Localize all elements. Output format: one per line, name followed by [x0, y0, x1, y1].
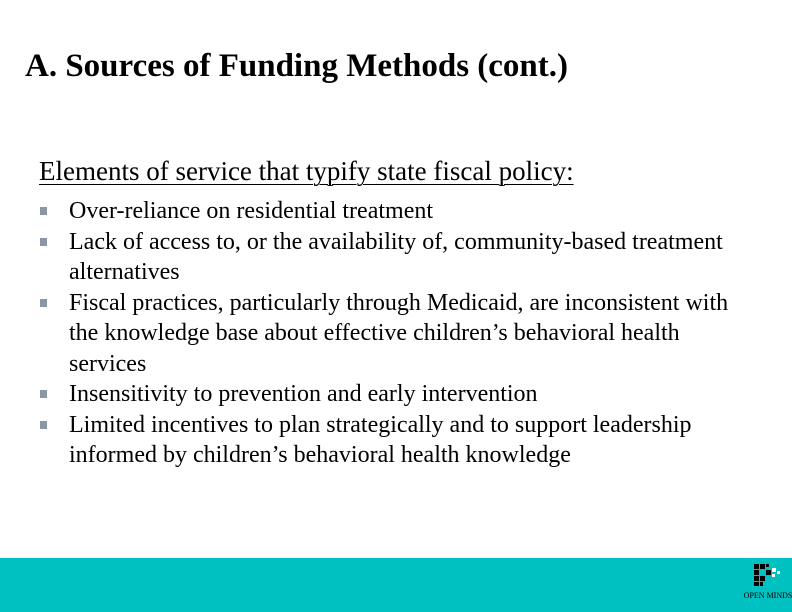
bullet-text: Lack of access to, or the availability of, community-based treatment alternatives: [69, 228, 723, 285]
slide-title: A. Sources of Funding Methods (cont.): [25, 48, 569, 84]
bullet-text: Limited incentives to plan strategically and to support leadership informed by children’s behavioral health knowledge: [69, 411, 692, 468]
bullet-item-fiscal-practices: [40, 288, 760, 380]
bullet-item-access: [40, 227, 760, 288]
svg-text:OPEN MINDS: OPEN MINDS: [743, 591, 792, 600]
subheading: Elements of service that typify state fiscal policy:: [39, 156, 574, 186]
square-bullet-icon: [40, 238, 47, 246]
footer-band: [0, 558, 792, 612]
open-minds-logo: [743, 562, 792, 610]
square-bullet-icon: [40, 207, 47, 215]
bullet-item-prevention: [40, 379, 760, 410]
bullet-text: Over-reliance on residential treatment: [69, 198, 434, 224]
open-minds-logo-icon: [743, 562, 792, 610]
square-bullet-icon: [40, 299, 47, 307]
bullet-item-incentives: [40, 410, 760, 471]
bullet-text: Fiscal practices, particularly through Medicaid, are inconsistent with the knowledge base about effective children’s behavioral health services: [69, 289, 729, 377]
bullet-item-residential: [40, 196, 760, 227]
bullet-text: Insensitivity to prevention and early intervention: [69, 381, 538, 407]
square-bullet-icon: [40, 390, 47, 398]
square-bullet-icon: [40, 421, 47, 429]
bullet-list: [40, 196, 760, 471]
